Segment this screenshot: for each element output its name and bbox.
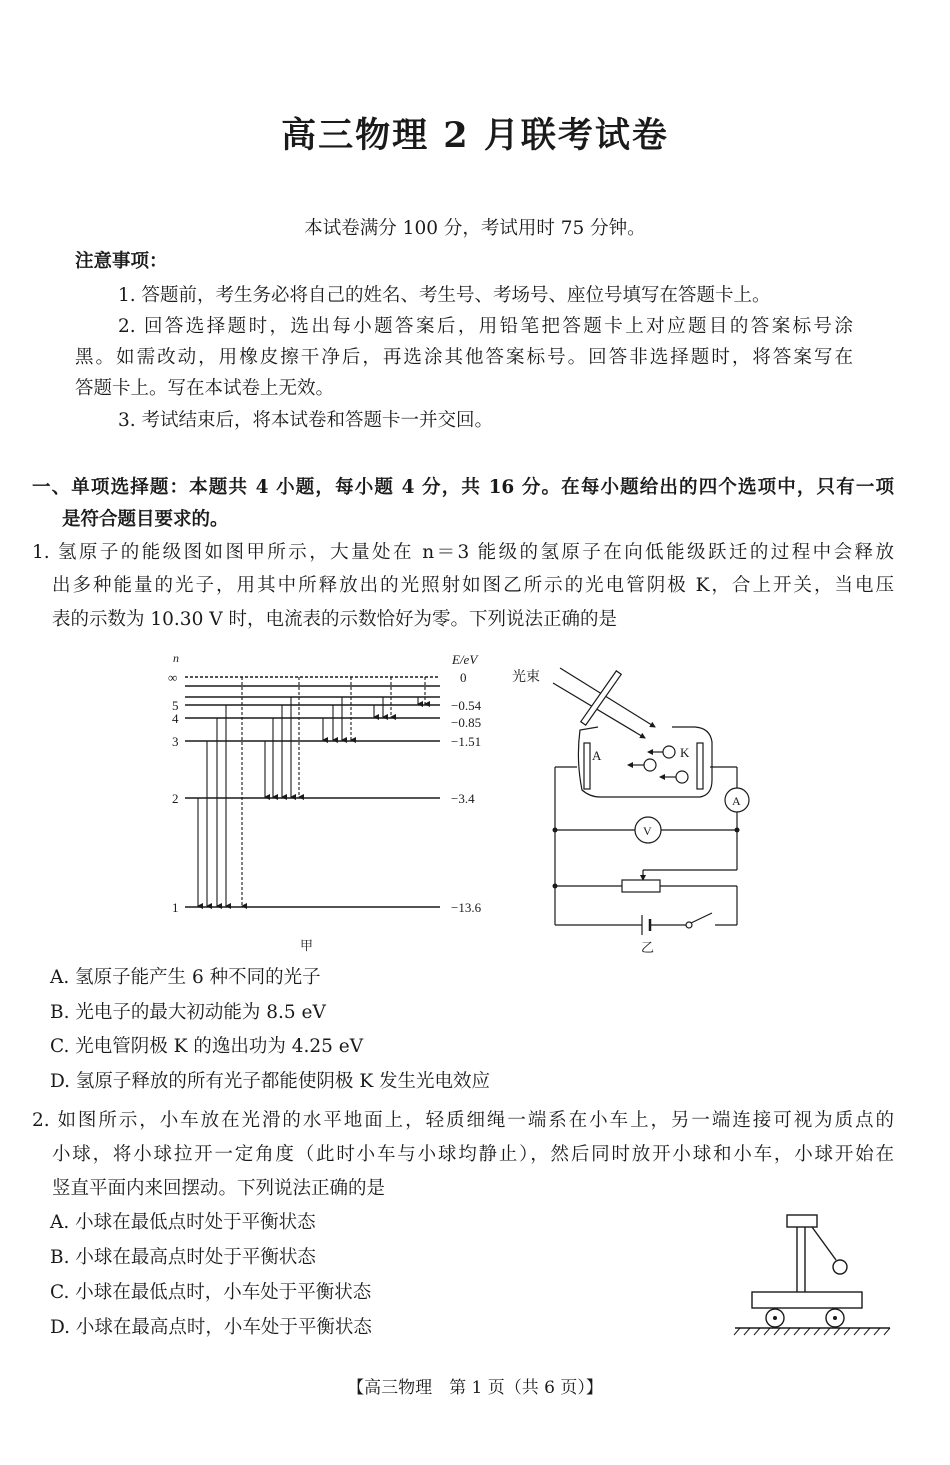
level-energy-label: −3.4 [451,791,475,806]
level-energy-label: −0.54 [451,698,482,713]
question-1-stem: 表的示数为 10.30 V 时，电流表的示数恰好为零。下列说法正确的是 [52,609,617,630]
photoelectric-circuit-diagram [500,655,770,960]
note-line: 1. 答题前，考生务必将自己的姓名、考生号、考场号、座位号填写在答题卡上。 [118,285,771,306]
question-2-stem: 小球，将小球拉开一定角度（此时小车与小球均静止），然后同时放开小球和小车，小球开始在 [52,1144,894,1165]
option-d: D. 氢原子释放的所有光子都能使阴极 K 发生光电效应 [50,1071,491,1092]
level-energy-label: −0.85 [451,715,482,730]
figure-caption: 乙 [641,940,655,955]
level-n-label: 4 [172,711,179,726]
cart-pendulum-diagram [730,1205,895,1340]
level-n-label: 2 [172,791,179,806]
anode-label: A [592,748,602,763]
section-heading-cont: 是符合题目要求的。 [62,509,229,530]
voltmeter-label: V [643,824,652,838]
page-title: 高三物理 2 月联考试卷 [281,115,669,156]
note-line: 3. 考试结束后，将本试卷和答题卡一并交回。 [118,410,494,431]
question-2-stem: 竖直平面内来回摆动。下列说法正确的是 [52,1178,386,1199]
cathode-label: K [680,745,690,760]
note-line: 2. 回答选择题时，选出每小题答案后，用铅笔把答题卡上对应题目的答案标号涂 [118,316,853,337]
figure-caption: 甲 [300,938,314,953]
option-d: D. 小球在最高点时，小车处于平衡状态 [50,1317,372,1338]
page-footer: 【高三物理 第 1 页（共 6 页）】 [347,1378,603,1398]
level-energy-label: 0 [460,670,467,685]
option-b: B. 小球在最高点时处于平衡状态 [50,1247,316,1268]
question-1-stem: 1. 氢原子的能级图如图甲所示，大量处在 n＝3 能级的氢原子在向低能级跃迁的过程中会释放 [32,542,894,563]
energy-axis-label: E/eV [452,652,478,667]
energy-level-diagram [160,645,500,955]
option-c: C. 小球在最低点时，小车处于平衡状态 [50,1282,372,1303]
notes-heading: 注意事项： [75,251,168,272]
light-beam-label: 光束 [512,670,540,685]
n-axis-label: n [173,651,179,665]
level-n-label: 3 [172,734,179,749]
question-1-stem: 出多种能量的光子，用其中所释放出的光照射如图乙所示的光电管阴极 K，合上开关，当电压 [52,575,894,596]
section-heading: 一、单项选择题：本题共 4 小题，每小题 4 分，共 16 分。在每小题给出的四个选项中，只有一项 [32,477,894,498]
level-n-label: ∞ [168,670,178,685]
level-energy-label: −13.6 [451,900,482,915]
option-a: A. 小球在最低点时处于平衡状态 [50,1212,316,1233]
question-2-stem: 2. 如图所示，小车放在光滑的水平地面上，轻质细绳一端系在小车上，另一端连接可视为质点的 [32,1110,894,1131]
option-a: A. 氢原子能产生 6 种不同的光子 [50,967,321,988]
level-n-label: 1 [172,900,179,915]
level-energy-label: −1.51 [451,734,482,749]
option-c: C. 光电管阴极 K 的逸出功为 4.25 eV [50,1036,364,1057]
option-b: B. 光电子的最大初动能为 8.5 eV [50,1002,326,1023]
note-line: 黑。如需改动，用橡皮擦干净后，再选涂其他答案标号。回答非选择题时，将答案写在 [75,347,853,368]
ammeter-label: A [732,794,741,808]
level-n-label: 5 [172,698,179,713]
exam-info: 本试卷满分 100 分，考试用时 75 分钟。 [304,218,646,239]
note-line: 答题卡上。写在本试卷上无效。 [75,378,335,399]
